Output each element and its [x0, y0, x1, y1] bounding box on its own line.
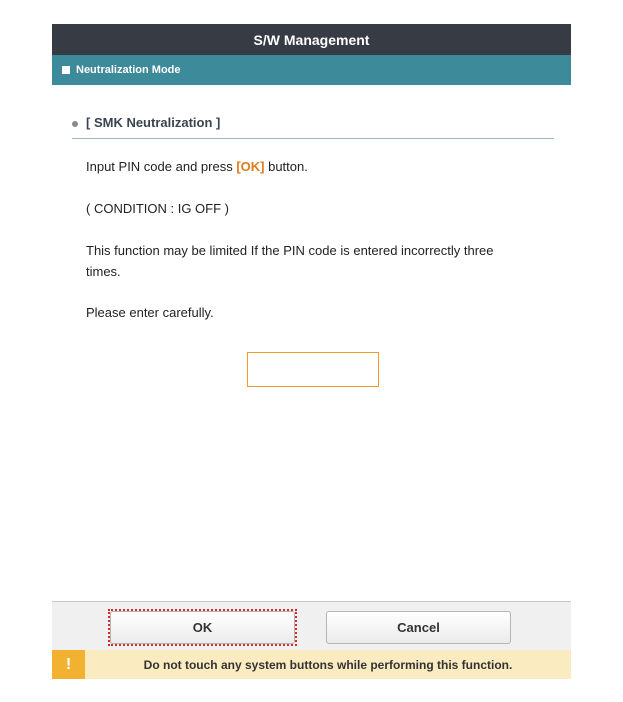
window-title-bar [52, 24, 571, 55]
cancel-button[interactable]: Cancel [326, 611, 511, 644]
section-title: [ SMK Neutralization ] [86, 115, 221, 130]
button-bar [52, 601, 571, 650]
warning-text: Do not touch any system buttons while performing this function. [143, 657, 513, 672]
instruction-prefix: Input PIN code and press [86, 159, 237, 174]
ok-button[interactable]: OK [110, 611, 295, 644]
mode-bar [52, 55, 571, 85]
main-content [52, 85, 571, 601]
instruction-suffix: button. [264, 159, 308, 174]
warning-icon: ! [52, 650, 85, 679]
limit-warning-text: This function may be limited If the PIN code is entered incorrectly three times. [86, 243, 494, 279]
instruction-ok-highlight: [OK] [236, 159, 265, 174]
window-title: S/W Management [253, 31, 370, 48]
warning-bar [52, 650, 571, 679]
sw-management-window [52, 24, 571, 679]
section-header [72, 113, 554, 139]
mode-label: Neutralization Mode [76, 64, 181, 76]
careful-text: Please enter carefully. [86, 305, 214, 320]
condition-text: ( CONDITION : IG OFF ) [86, 201, 229, 216]
bullet-icon [72, 121, 78, 127]
square-icon [62, 66, 70, 74]
instruction-text [86, 156, 526, 177]
pin-code-input[interactable] [247, 352, 379, 387]
